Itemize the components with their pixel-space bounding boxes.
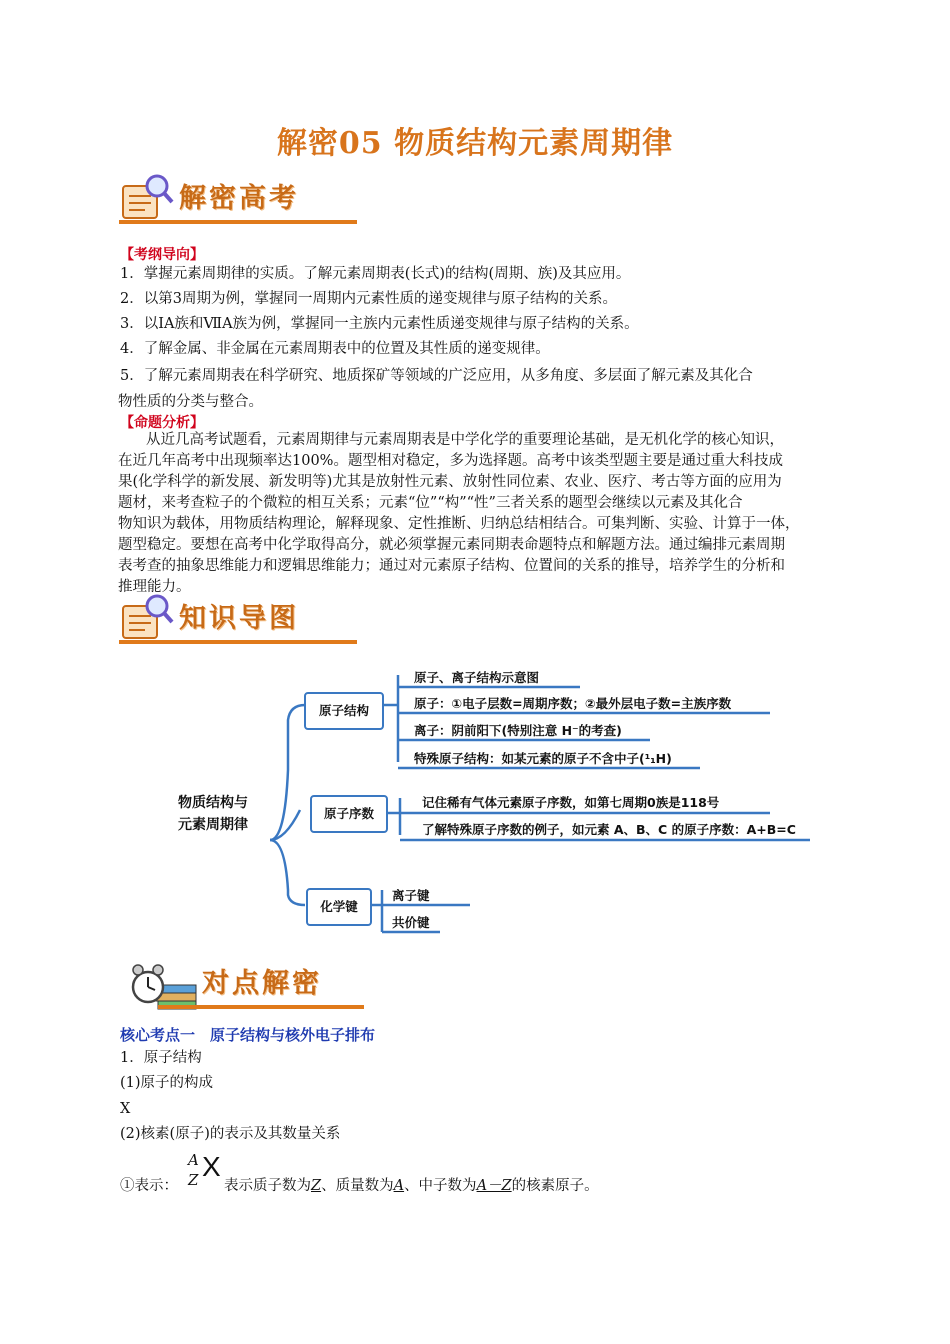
analysis-line: 表考查的抽象思维能力和逻辑思维能力；通过对元素原子结构、位置间的关系的推导，培养学生的分析和: [118, 558, 785, 574]
syllabus-item: 3．以ⅠA族和ⅦA族为例，掌握同一主族内元素性质递变规律与原子结构的关系。: [120, 316, 639, 332]
analysis-line: 题材，来考查粒子的个微粒的相互关系；元素“位”“构”“性”三者关系的题型会继续以元素及其化合: [118, 495, 743, 511]
analysis-body: [118, 430, 866, 598]
mindmap-leaf: 离子：阴前阳下(特别注意 H⁻的考查): [414, 723, 622, 738]
banner-divider: [119, 220, 357, 224]
mindmap-node-atomic-number: 原子序数: [310, 795, 388, 833]
nuclide-representation: [120, 1150, 820, 1200]
banner-exam: [117, 170, 357, 228]
syllabus-item: 1．掌握元素周期律的实质。了解元素周期表(长式)的结构(周期、族)及其应用。: [120, 266, 631, 282]
core-line: X: [120, 1101, 131, 1117]
analysis-line: 从近几高考试题看，元素周期律与元素周期表是中学化学的重要理论基础，是无机化学的核心知识，: [146, 432, 784, 448]
banner-points-label: 对点解密: [202, 968, 322, 999]
rep-text: 表示质子数为: [224, 1178, 311, 1194]
mindmap-root-line: 元素周期律: [178, 817, 248, 833]
rep-text: 的核素原子。: [511, 1178, 599, 1194]
mindmap-leaf: 了解特殊原子序数的例子，如元素 A、B、C 的原子序数：A+B=C: [422, 822, 796, 837]
rep-neutrons: A－Z: [476, 1178, 512, 1194]
banner-divider: [119, 640, 357, 644]
element-symbol: X: [202, 1151, 221, 1182]
core-line: (2)核素(原子)的表示及其数量关系: [120, 1126, 341, 1142]
rep-sentence: [224, 1176, 599, 1197]
rep-a: A: [393, 1178, 405, 1194]
mindmap-leaf: 记住稀有气体元素原子序数，如第七周期0族是118号: [422, 795, 720, 810]
banner-divider: [158, 1005, 364, 1009]
mindmap-leaf: 离子键: [392, 888, 430, 903]
mindmap-leaf: 原子、离子结构示意图: [414, 670, 540, 685]
syllabus-item: 4．了解金属、非金属在元素周期表中的位置及其性质的递变规律。: [120, 341, 550, 357]
rep-text: 、质量数为: [321, 1178, 394, 1194]
rep-prefix: ①表示：: [120, 1178, 178, 1194]
mass-number-symbol: A: [188, 1151, 199, 1169]
analysis-tag: 【命题分析】: [120, 415, 204, 431]
mindmap-root-line: 物质结构与: [178, 795, 248, 811]
alarm-clock-books-icon: [128, 955, 198, 1011]
rep-text: 、中子数为: [404, 1178, 477, 1194]
analysis-line: 推理能力。: [118, 579, 191, 595]
analysis-line: 物知识为载体，用物质结构理论，解释现象、定性推断、归纳总结相结合。可集判断、实验、计算于一体，: [118, 516, 800, 532]
analysis-line: 在近几年高考中出现频率达100%。题型相对稳定，多为选择题。高考中该类型题主要是通过重大科技成: [118, 453, 783, 469]
mindmap-node-chemical-bond: 化学键: [306, 888, 372, 926]
core-line: 1．原子结构: [120, 1050, 202, 1066]
syllabus-item: 2．以第3周期为例，掌握同一周期内元素性质的递变规律与原子结构的关系。: [120, 291, 617, 307]
mindmap-leaf: 共价键: [392, 915, 430, 930]
syllabus-tag: 【考纲导向】: [120, 247, 204, 263]
rep-z: Z: [311, 1178, 322, 1194]
atomic-number-symbol: Z: [188, 1171, 199, 1189]
mindmap-leaf: 原子：①电子层数=周期序数；②最外层电子数=主族序数: [414, 696, 732, 711]
mindmap-node-atomic-structure: 原子结构: [304, 692, 384, 730]
analysis-line: 果(化学科学的新发展、新发明等)尤其是放射性元素、放射性同位素、农业、医疗、考古等方面的应用为: [118, 474, 782, 490]
core-heading: 核心考点一 原子结构与核外电子排布: [120, 1026, 376, 1044]
mindmap-leaf: 特殊原子结构：如某元素的原子不含中子(¹₁H): [414, 751, 672, 766]
analysis-line: 题型稳定。要想在高考中化学取得高分，就必须掌握元素同期表命题特点和解题方法。通过编排元素周期: [118, 537, 785, 553]
mindmap-root: [178, 792, 248, 836]
banner-map: [117, 590, 357, 648]
banner-exam-label: 解密高考: [179, 183, 299, 214]
page-title: 解密05 物质结构元素周期律: [276, 126, 674, 161]
banner-map-label: 知识导图: [179, 603, 299, 634]
core-line: (1)原子的构成: [120, 1075, 214, 1091]
magnifier-notebook-icon: [117, 170, 177, 226]
magnifier-notebook-icon: [117, 590, 177, 646]
banner-points: [128, 955, 364, 1013]
syllabus-item: 物性质的分类与整合。: [118, 394, 263, 410]
syllabus-item: 5．了解元素周期表在科学研究、地质探矿等领域的广泛应用，从多角度、多层面了解元素及其化合: [120, 368, 753, 384]
